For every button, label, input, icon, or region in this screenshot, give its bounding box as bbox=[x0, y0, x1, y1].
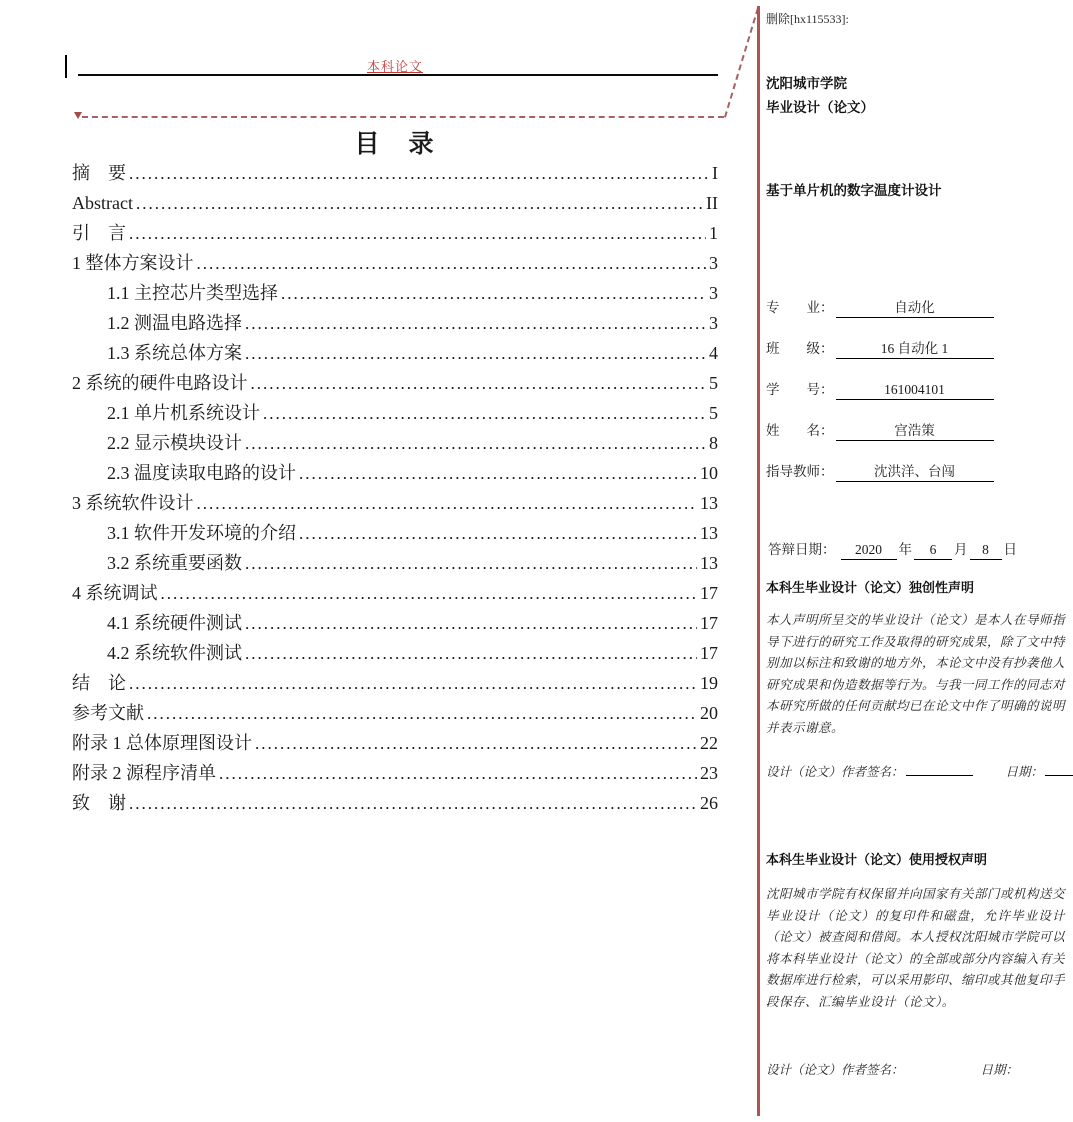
toc-entry[interactable] bbox=[72, 698, 718, 728]
toc-entry-label: 引 言 bbox=[72, 223, 126, 243]
toc-entry-label: 1.1 主控芯片类型选择 bbox=[107, 283, 278, 303]
cover-field-row bbox=[766, 364, 1066, 405]
toc-entry-page: 3 bbox=[709, 313, 718, 333]
toc-entry[interactable] bbox=[72, 578, 718, 608]
toc-dot-leader bbox=[245, 608, 697, 639]
toc-dot-leader bbox=[245, 338, 706, 369]
toc-list bbox=[72, 158, 718, 818]
toc-entry-page: 10 bbox=[700, 463, 718, 483]
page-header-text: 本科论文 bbox=[366, 59, 423, 74]
toc-entry-label: 2.1 单片机系统设计 bbox=[107, 403, 260, 423]
toc-dot-leader bbox=[197, 248, 707, 279]
toc-entry[interactable] bbox=[72, 638, 718, 668]
toc-entry[interactable] bbox=[72, 608, 718, 638]
signature-blank-line bbox=[906, 764, 974, 776]
change-bar bbox=[65, 55, 67, 78]
toc-entry-label: 3.2 系统重要函数 bbox=[107, 553, 242, 573]
defense-day-value: 8 bbox=[970, 542, 1002, 560]
cover-field-row bbox=[766, 405, 1066, 446]
toc-entry-label: 附录 2 源程序清单 bbox=[72, 763, 216, 783]
doc-type: 毕业设计（论文） bbox=[766, 100, 874, 115]
toc-entry-page: 19 bbox=[700, 673, 718, 693]
toc-entry-page: 17 bbox=[700, 583, 718, 603]
toc-entry-label: 3 系统软件设计 bbox=[72, 493, 194, 513]
toc-entry[interactable] bbox=[72, 308, 718, 338]
toc-dot-leader bbox=[219, 758, 697, 789]
toc-entry-label: 4.2 系统软件测试 bbox=[107, 643, 242, 663]
deletion-anchor-icon bbox=[74, 112, 82, 119]
toc-entry-page: 1 bbox=[709, 223, 718, 243]
toc-entry-label: 4.1 系统硬件测试 bbox=[107, 613, 242, 633]
cover-field-value: 沈洪洋、台闯 bbox=[836, 460, 994, 482]
toc-dot-leader bbox=[147, 698, 697, 729]
toc-entry-page: 13 bbox=[700, 553, 718, 573]
toc-dot-leader bbox=[245, 638, 697, 669]
defense-year-value: 2020 bbox=[841, 542, 897, 560]
toc-entry-label: 1 整体方案设计 bbox=[72, 253, 194, 273]
toc-entry-page: 4 bbox=[709, 343, 718, 363]
originality-heading: 本科生毕业设计（论文）独创性声明 bbox=[766, 580, 975, 595]
toc-entry-label: Abstract bbox=[72, 193, 133, 213]
defense-day-unit: 日 bbox=[1003, 542, 1017, 557]
toc-dot-leader bbox=[251, 368, 707, 399]
toc-dot-leader bbox=[245, 308, 706, 339]
toc-entry-page: 20 bbox=[700, 703, 718, 723]
cover-field-label: 班 级： bbox=[766, 341, 834, 356]
cover-field-label: 学 号： bbox=[766, 382, 834, 397]
toc-entry-label: 参考文献 bbox=[72, 703, 144, 723]
toc-entry-page: 17 bbox=[700, 643, 718, 663]
toc-entry-page: 17 bbox=[700, 613, 718, 633]
toc-entry-page: 26 bbox=[700, 793, 718, 813]
cover-field-label: 指导教师： bbox=[766, 464, 834, 479]
toc-entry[interactable] bbox=[72, 248, 718, 278]
toc-entry-page: 5 bbox=[709, 373, 718, 393]
toc-entry[interactable] bbox=[72, 338, 718, 368]
toc-entry-page: 13 bbox=[700, 523, 718, 543]
toc-entry[interactable] bbox=[72, 458, 718, 488]
toc-dot-leader bbox=[299, 518, 697, 549]
cover-field-value: 16 自动化 1 bbox=[836, 337, 994, 359]
toc-dot-leader bbox=[197, 488, 698, 519]
toc-dot-leader bbox=[245, 428, 706, 459]
toc-entry-label: 1.3 系统总体方案 bbox=[107, 343, 242, 363]
toc-dot-leader bbox=[281, 278, 706, 309]
cover-field-value: 161004101 bbox=[836, 382, 994, 400]
toc-entry-label: 2 系统的硬件电路设计 bbox=[72, 373, 248, 393]
defense-month-unit: 月 bbox=[954, 542, 968, 557]
toc-entry[interactable] bbox=[72, 368, 718, 398]
defense-date-row bbox=[766, 538, 1019, 560]
toc-entry[interactable] bbox=[72, 488, 718, 518]
toc-dot-leader bbox=[129, 788, 697, 819]
toc-dot-leader bbox=[263, 398, 706, 429]
toc-entry-page: I bbox=[712, 163, 718, 183]
cover-field-value: 自动化 bbox=[836, 296, 994, 318]
toc-entry-label: 致 谢 bbox=[72, 793, 126, 813]
toc-dot-leader bbox=[129, 218, 706, 249]
toc-entry-page: 8 bbox=[709, 433, 718, 453]
toc-entry[interactable] bbox=[72, 728, 718, 758]
originality-body: 本人声明所呈交的毕业设计（论文）是本人在导师指导下进行的研究工作及取得的研究成果，除了文中特别加以标注和致谢的地方外，本论文中没有抄袭他人研究成果和伪造数据等行为。与我一同工作的同志对本研究所做的任何贡献均已在论文中作了明确的说明并表示谢意。 bbox=[766, 613, 1066, 735]
toc-entry[interactable] bbox=[72, 518, 718, 548]
toc-entry-label: 4 系统调试 bbox=[72, 583, 158, 603]
cover-field-row bbox=[766, 282, 1066, 323]
deletion-connector-line bbox=[82, 116, 724, 118]
toc-dot-leader bbox=[136, 188, 703, 219]
cover-field-value: 宫浩策 bbox=[836, 419, 994, 441]
toc-entry-page: 3 bbox=[709, 283, 718, 303]
toc-entry-page: 5 bbox=[709, 403, 718, 423]
authorization-body: 沈阳城市学院有权保留并向国家有关部门或机构送交毕业设计（论文）的复印件和磁盘，允许毕业设计（论文）被查阅和借阅。本人授权沈阳城市学院可以将本科毕业设计（论文）的全部或部分内容编入有关数据库进行检索，可以采用影印、缩印或其他复印手段保存、汇编毕业设计（论文）。 bbox=[766, 887, 1066, 1009]
toc-entry-page: 23 bbox=[700, 763, 718, 783]
toc-entry-page: 3 bbox=[709, 253, 718, 273]
toc-entry[interactable] bbox=[72, 278, 718, 308]
authorization-signature-label: 设计（论文）作者签名： bbox=[766, 1063, 904, 1077]
authorization-heading: 本科生毕业设计（论文）使用授权声明 bbox=[766, 852, 988, 867]
toc-title: 目 录 bbox=[354, 131, 436, 158]
toc-entry-label: 3.1 软件开发环境的介绍 bbox=[107, 523, 296, 543]
originality-signature-label: 设计（论文）作者签名： bbox=[766, 765, 904, 779]
cover-fields bbox=[766, 282, 1066, 487]
toc-entry[interactable] bbox=[72, 758, 718, 788]
deletion-comment-label[interactable]: 删除[hx115533]: bbox=[766, 12, 849, 26]
toc-dot-leader bbox=[245, 548, 697, 579]
toc-entry-page: II bbox=[706, 193, 718, 213]
toc-entry-label: 2.3 温度读取电路的设计 bbox=[107, 463, 296, 483]
toc-entry[interactable] bbox=[72, 188, 718, 218]
toc-entry-label: 1.2 测温电路选择 bbox=[107, 313, 242, 333]
toc-entry[interactable] bbox=[72, 398, 718, 428]
toc-entry[interactable] bbox=[72, 548, 718, 578]
originality-signature-row bbox=[766, 762, 1073, 780]
toc-entry[interactable] bbox=[72, 428, 718, 458]
toc-entry-page: 13 bbox=[700, 493, 718, 513]
authorization-signature-row bbox=[766, 1060, 1063, 1078]
toc-dot-leader bbox=[129, 158, 709, 189]
originality-date-label: 日期： bbox=[1005, 765, 1043, 779]
toc-entry[interactable] bbox=[72, 788, 718, 818]
revision-bar bbox=[757, 6, 760, 1116]
date-blank-line bbox=[1045, 764, 1073, 776]
toc-entry-page: 22 bbox=[700, 733, 718, 753]
toc-entry[interactable] bbox=[72, 218, 718, 248]
toc-dot-leader bbox=[299, 458, 697, 489]
toc-dot-leader bbox=[161, 578, 698, 609]
toc-dot-leader bbox=[129, 668, 697, 699]
cover-field-row bbox=[766, 446, 1066, 487]
authorization-date-label: 日期： bbox=[980, 1063, 1018, 1077]
deletion-connector-diagonal bbox=[724, 8, 759, 118]
defense-month-value: 6 bbox=[914, 542, 952, 560]
toc-entry-label: 附录 1 总体原理图设计 bbox=[72, 733, 252, 753]
toc-entry[interactable] bbox=[72, 668, 718, 698]
cover-field-label: 姓 名： bbox=[766, 423, 834, 438]
toc-entry-label: 摘 要 bbox=[72, 163, 126, 183]
thesis-title: 基于单片机的数字温度计设计 bbox=[766, 183, 942, 198]
toc-entry[interactable] bbox=[72, 158, 718, 188]
toc-entry-label: 2.2 显示模块设计 bbox=[107, 433, 242, 453]
toc-dot-leader bbox=[255, 728, 697, 759]
defense-date-label: 答辩日期： bbox=[768, 542, 836, 557]
cover-field-label: 专 业： bbox=[766, 300, 834, 315]
toc-entry-label: 结 论 bbox=[72, 673, 126, 693]
cover-field-row bbox=[766, 323, 1066, 364]
header-rule bbox=[78, 74, 718, 76]
defense-year-unit: 年 bbox=[898, 542, 912, 557]
school-name: 沈阳城市学院 bbox=[766, 76, 847, 91]
